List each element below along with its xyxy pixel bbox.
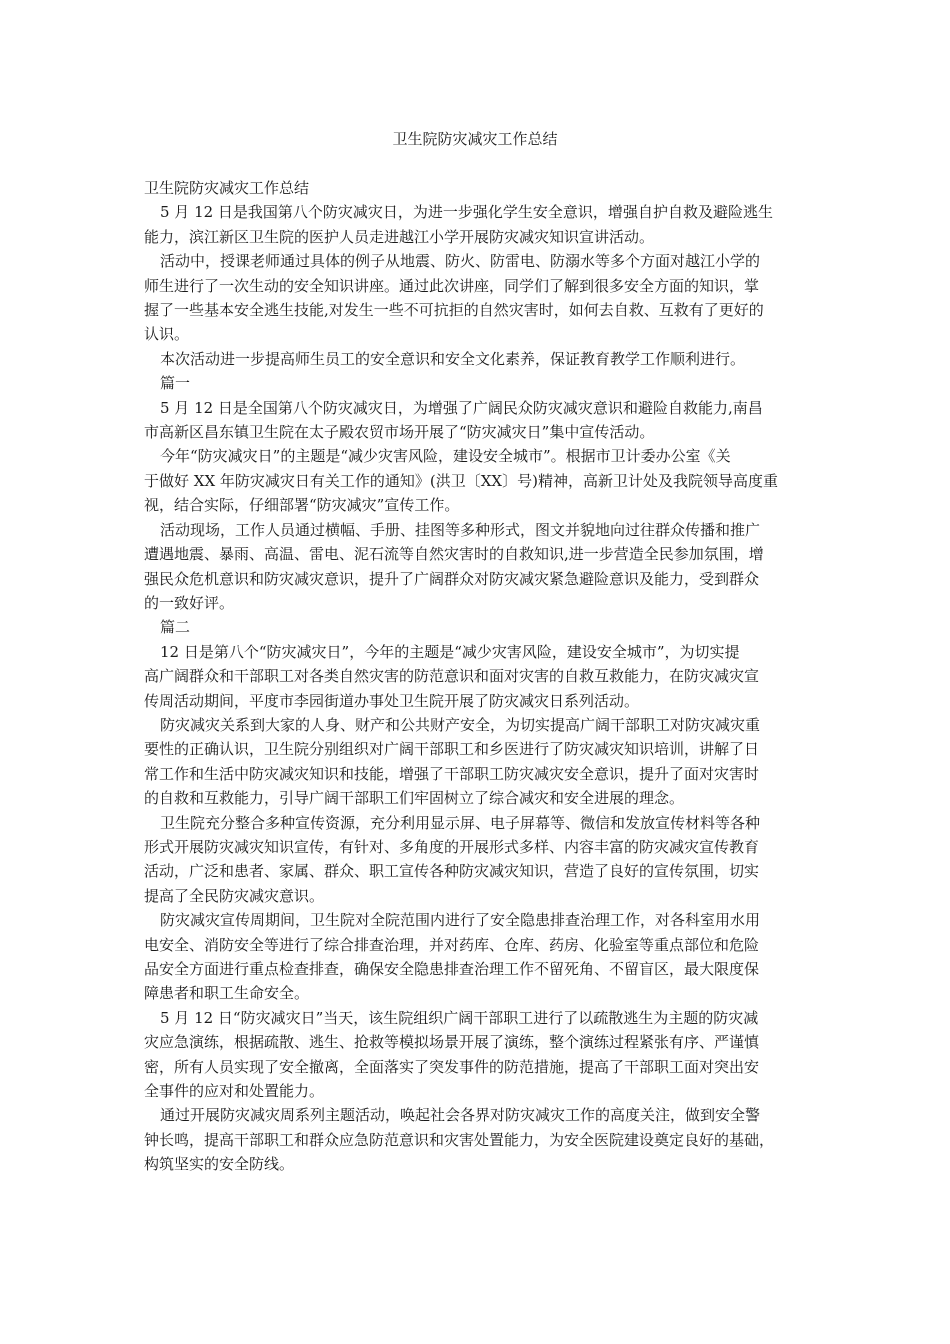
text-line: 5 月 12 日“防灾减灾日”当天，该生院组织广阔干部职工进行了以疏散逃生为主题的防灾减: [160, 1008, 759, 1027]
text-line: 认识。: [144, 325, 190, 344]
text-line: 于做好 XX 年防灾减灾日有关工作的通知》(洪卫〔XX〕号)精神，高新卫计处及我院领导高度重: [144, 471, 778, 490]
text-line: 今年“防灾减灾日”的主题是“减少灾害风险，建设安全城市”。根据市卫计委办公室《关: [160, 447, 731, 466]
text-line: 构筑坚实的安全防线。: [144, 1155, 295, 1174]
text-line: 卫生院防灾减灾工作总结: [144, 179, 310, 197]
text-line: 高广阔群众和干部职工对各类自然灾害的防范意识和面对灾害的自救互救能力，在防灾减灾宣: [144, 667, 760, 686]
text-line: 篇二: [160, 618, 191, 637]
text-line: 传周活动期间，平度市李园街道办事处卫生院开展了防灾减灾日系列活动。: [144, 691, 640, 710]
text-line: 12 日是第八个“防灾减灾日”，今年的主题是“减少灾害风险，建设安全城市”，为切实提: [160, 642, 740, 661]
text-line: 提高了全民防灾减灾意识。: [144, 886, 325, 905]
text-line: 师生进行了一次生动的安全知识讲座。通过此次讲座，同学们了解到很多安全方面的知识，掌: [144, 276, 760, 295]
text-line: 电安全、消防安全等进行了综合排查治理，并对药库、仓库、药房、化验室等重点部位和危险: [144, 935, 760, 954]
text-line: 卫生院充分整合多种宣传资源，充分利用显示屏、电子屏幕等、微信和发放宣传材料等各种: [160, 813, 761, 832]
text-line: 障患者和职工生命安全。: [144, 984, 310, 1003]
text-line: 遭遇地震、暴雨、高温、雷电、泥石流等自然灾害时的自救知识,进一步营造全民参加氛围，增: [144, 545, 764, 564]
text-line: 的一致好评。: [144, 593, 235, 612]
document-title: 卫生院防灾减灾工作总结: [392, 130, 558, 148]
text-line: 握了一些基本安全逃生技能,对发生一些不可抗拒的自然灾害时，如何去自救、互救有了更好的: [144, 301, 764, 320]
text-line: 活动现场，工作人员通过横幅、手册、挂图等多种形式，图文并貌地向过往群众传播和推广: [160, 520, 761, 539]
text-line: 本次活动进一步提高师生员工的安全意识和安全文化素养，保证教育教学工作顺利进行。: [160, 349, 746, 368]
text-line: 品安全方面进行重点检查排查，确保安全隐患排查治理工作不留死角、不留盲区，最大限度保: [144, 960, 760, 978]
text-line: 要性的正确认识，卫生院分别组织对广阔干部职工和乡医进行了防灾减灾知识培训，讲解了日: [144, 740, 760, 759]
text-line: 活动中，授课老师通过具体的例子从地震、防火、防雷电、防溺水等多个方面对越江小学的: [160, 252, 761, 271]
text-line: 防灾减灾宣传周期间，卫生院对全院范围内进行了安全隐患排查治理工作，对各科室用水用: [160, 911, 761, 930]
text-line: 能力，滨江新区卫生院的医护人员走进越江小学开展防灾减灾知识宣讲活动。: [144, 227, 655, 246]
text-line: 5 月 12 日是全国第八个防灾减灾日，为增强了广阔民众防灾减灾意识和避险自救能力,南昌: [160, 398, 763, 417]
text-line: 灾应急演练，根据疏散、逃生、抢救等模拟场景开展了演练，整个演练过程紧张有序、严谨慎: [144, 1033, 760, 1052]
text-line: 常工作和生活中防灾减灾知识和技能，增强了干部职工防灾减灾安全意识，提升了面对灾害时: [144, 764, 760, 783]
text-line: 防灾减灾关系到大家的人身、财产和公共财产安全，为切实提高广阔干部职工对防灾减灾重: [160, 715, 761, 734]
text-line: 篇一: [160, 374, 191, 393]
text-line: 视，结合实际，仔细部署“防灾减灾”宣传工作。: [144, 496, 460, 515]
text-line: 强民众危机意识和防灾减灾意识，提升了广阔群众对防灾减灾紧急避险意识及能力，受到群众: [144, 569, 760, 588]
document-body: [144, 176, 806, 1177]
text-line: 市高新区昌东镇卫生院在太子殿农贸市场开展了“防灾减灾日”集中宣传活动。: [144, 423, 655, 442]
text-line: 5 月 12 日是我国第八个防灾减灾日，为进一步强化学生安全意识，增强自护自救及避险逃生: [160, 203, 773, 222]
text-line: 钟长鸣，提高干部职工和群众应急防范意识和灾害处置能力，为安全医院建设奠定良好的基础，: [144, 1130, 775, 1149]
text-line: 形式开展防灾减灾知识宣传，有针对、多角度的开展形式多样、内容丰富的防灾减灾宣传教育: [144, 837, 760, 856]
text-line: 活动，广泛和患者、家属、群众、职工宣传各种防灾减灾知识，营造了良好的宣传氛围，切实: [144, 862, 760, 881]
text-line: 全事件的应对和处置能力。: [144, 1082, 325, 1101]
text-line: 的自救和互救能力，引导广阔干部职工们牢固树立了综合减灾和安全进展的理念。: [144, 789, 685, 808]
text-line: 密，所有人员实现了安全撤离，全面落实了突发事件的防范措施，提高了干部职工面对突出安: [144, 1057, 760, 1076]
text-line: 通过开展防灾减灾周系列主题活动，唤起社会各界对防灾减灾工作的高度关注，做到安全警: [160, 1106, 761, 1125]
